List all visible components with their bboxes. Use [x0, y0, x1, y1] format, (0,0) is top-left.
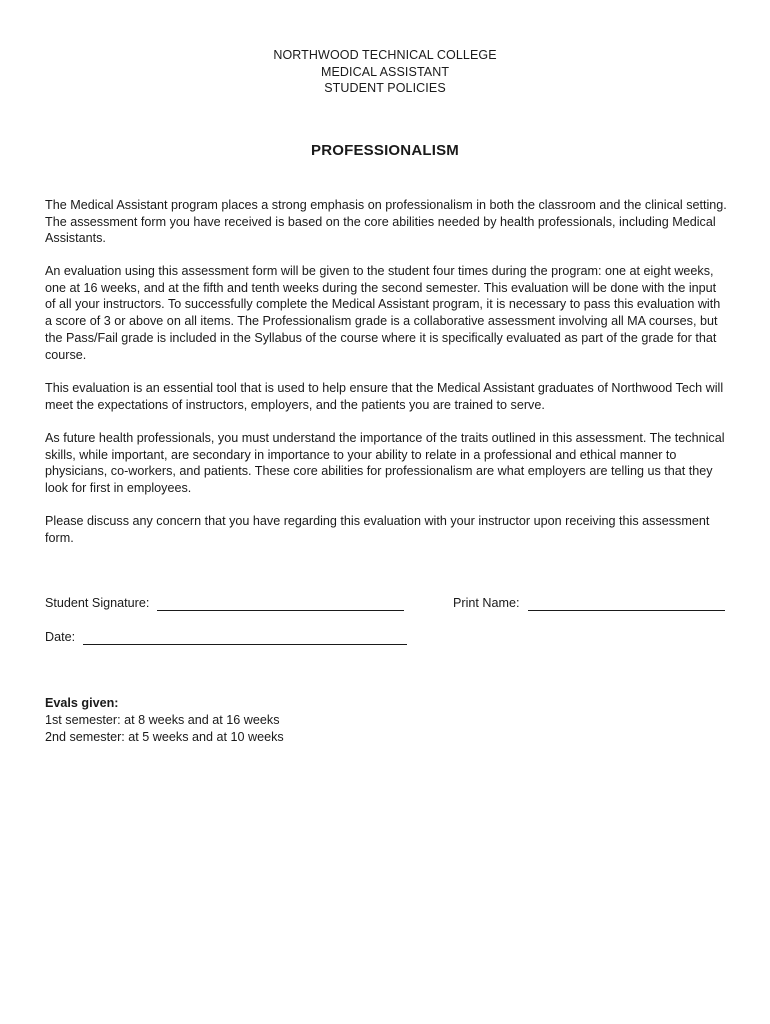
evals-second-semester: 2nd semester: at 5 weeks and at 10 weeks [45, 730, 284, 744]
date-label: Date: [45, 630, 76, 644]
date-row [45, 629, 407, 645]
date-line[interactable] [83, 632, 407, 645]
paragraph-evaluation-purpose [45, 380, 730, 413]
paragraph-text: Please discuss any concern that you have regarding this evaluation with your instructor upon receiving this assessment form. [45, 514, 710, 545]
paragraph-concerns [45, 513, 730, 546]
header-section-name: STUDENT POLICIES [324, 81, 446, 96]
document-header [0, 47, 770, 97]
student-signature-row [45, 595, 404, 611]
page-title: PROFESSIONALISM [310, 142, 459, 159]
paragraph-text: An evaluation using this assessment form will be given to the student four times during the program: one at eight weeks, one at 16 weeks, and at the fifth and tenth weeks during the second semester. This evaluation will be done with the input of all your instructors. To successfully complete the Medical Assistant program, it is necessary to pass this evaluation with a score of 3 or above on all items. The Professionalism grade is a collaborative assessment involving all MA courses, but the Pass/Fail grade is included in the Syllabus of the course where it is specifically evaluated as part of the grade for that course. [45, 264, 721, 362]
evals-first-semester: 1st semester: at 8 weeks and at 16 weeks [45, 713, 280, 727]
header-college-name: NORTHWOOD TECHNICAL COLLEGE [273, 48, 497, 62]
paragraph-text: The Medical Assistant program places a strong emphasis on professionalism in both the classroom and the clinical setting. The assessment form you have received is based on the core abilities needed by health professionals, including Medical Assistants. [45, 198, 727, 246]
print-name-line[interactable] [528, 598, 725, 611]
evals-given-section [45, 695, 284, 746]
evals-given-title: Evals given: [45, 696, 119, 710]
paragraph-intro [45, 197, 730, 247]
print-name-row [453, 595, 725, 611]
paragraph-professional-traits [45, 430, 730, 497]
student-signature-line[interactable] [157, 598, 404, 611]
paragraph-text: This evaluation is an essential tool that is used to help ensure that the Medical Assistant graduates of Northwood Tech will meet the expectations of instructors, employers, and the patients you are trained to serve. [45, 381, 724, 412]
paragraph-evaluation-schedule [45, 263, 730, 363]
paragraph-text: As future health professionals, you must understand the importance of the traits outlined in this assessment. The technical skills, while important, are secondary in importance to your ability to relate in a professional and ethical manner to physicians, co-workers, and patients. These core abilities for professionalism are what employers are telling us that they look for first in employees. [45, 431, 725, 496]
student-signature-label: Student Signature: [45, 596, 150, 610]
header-program-name: MEDICAL ASSISTANT [320, 64, 450, 79]
print-name-label: Print Name: [453, 596, 520, 610]
